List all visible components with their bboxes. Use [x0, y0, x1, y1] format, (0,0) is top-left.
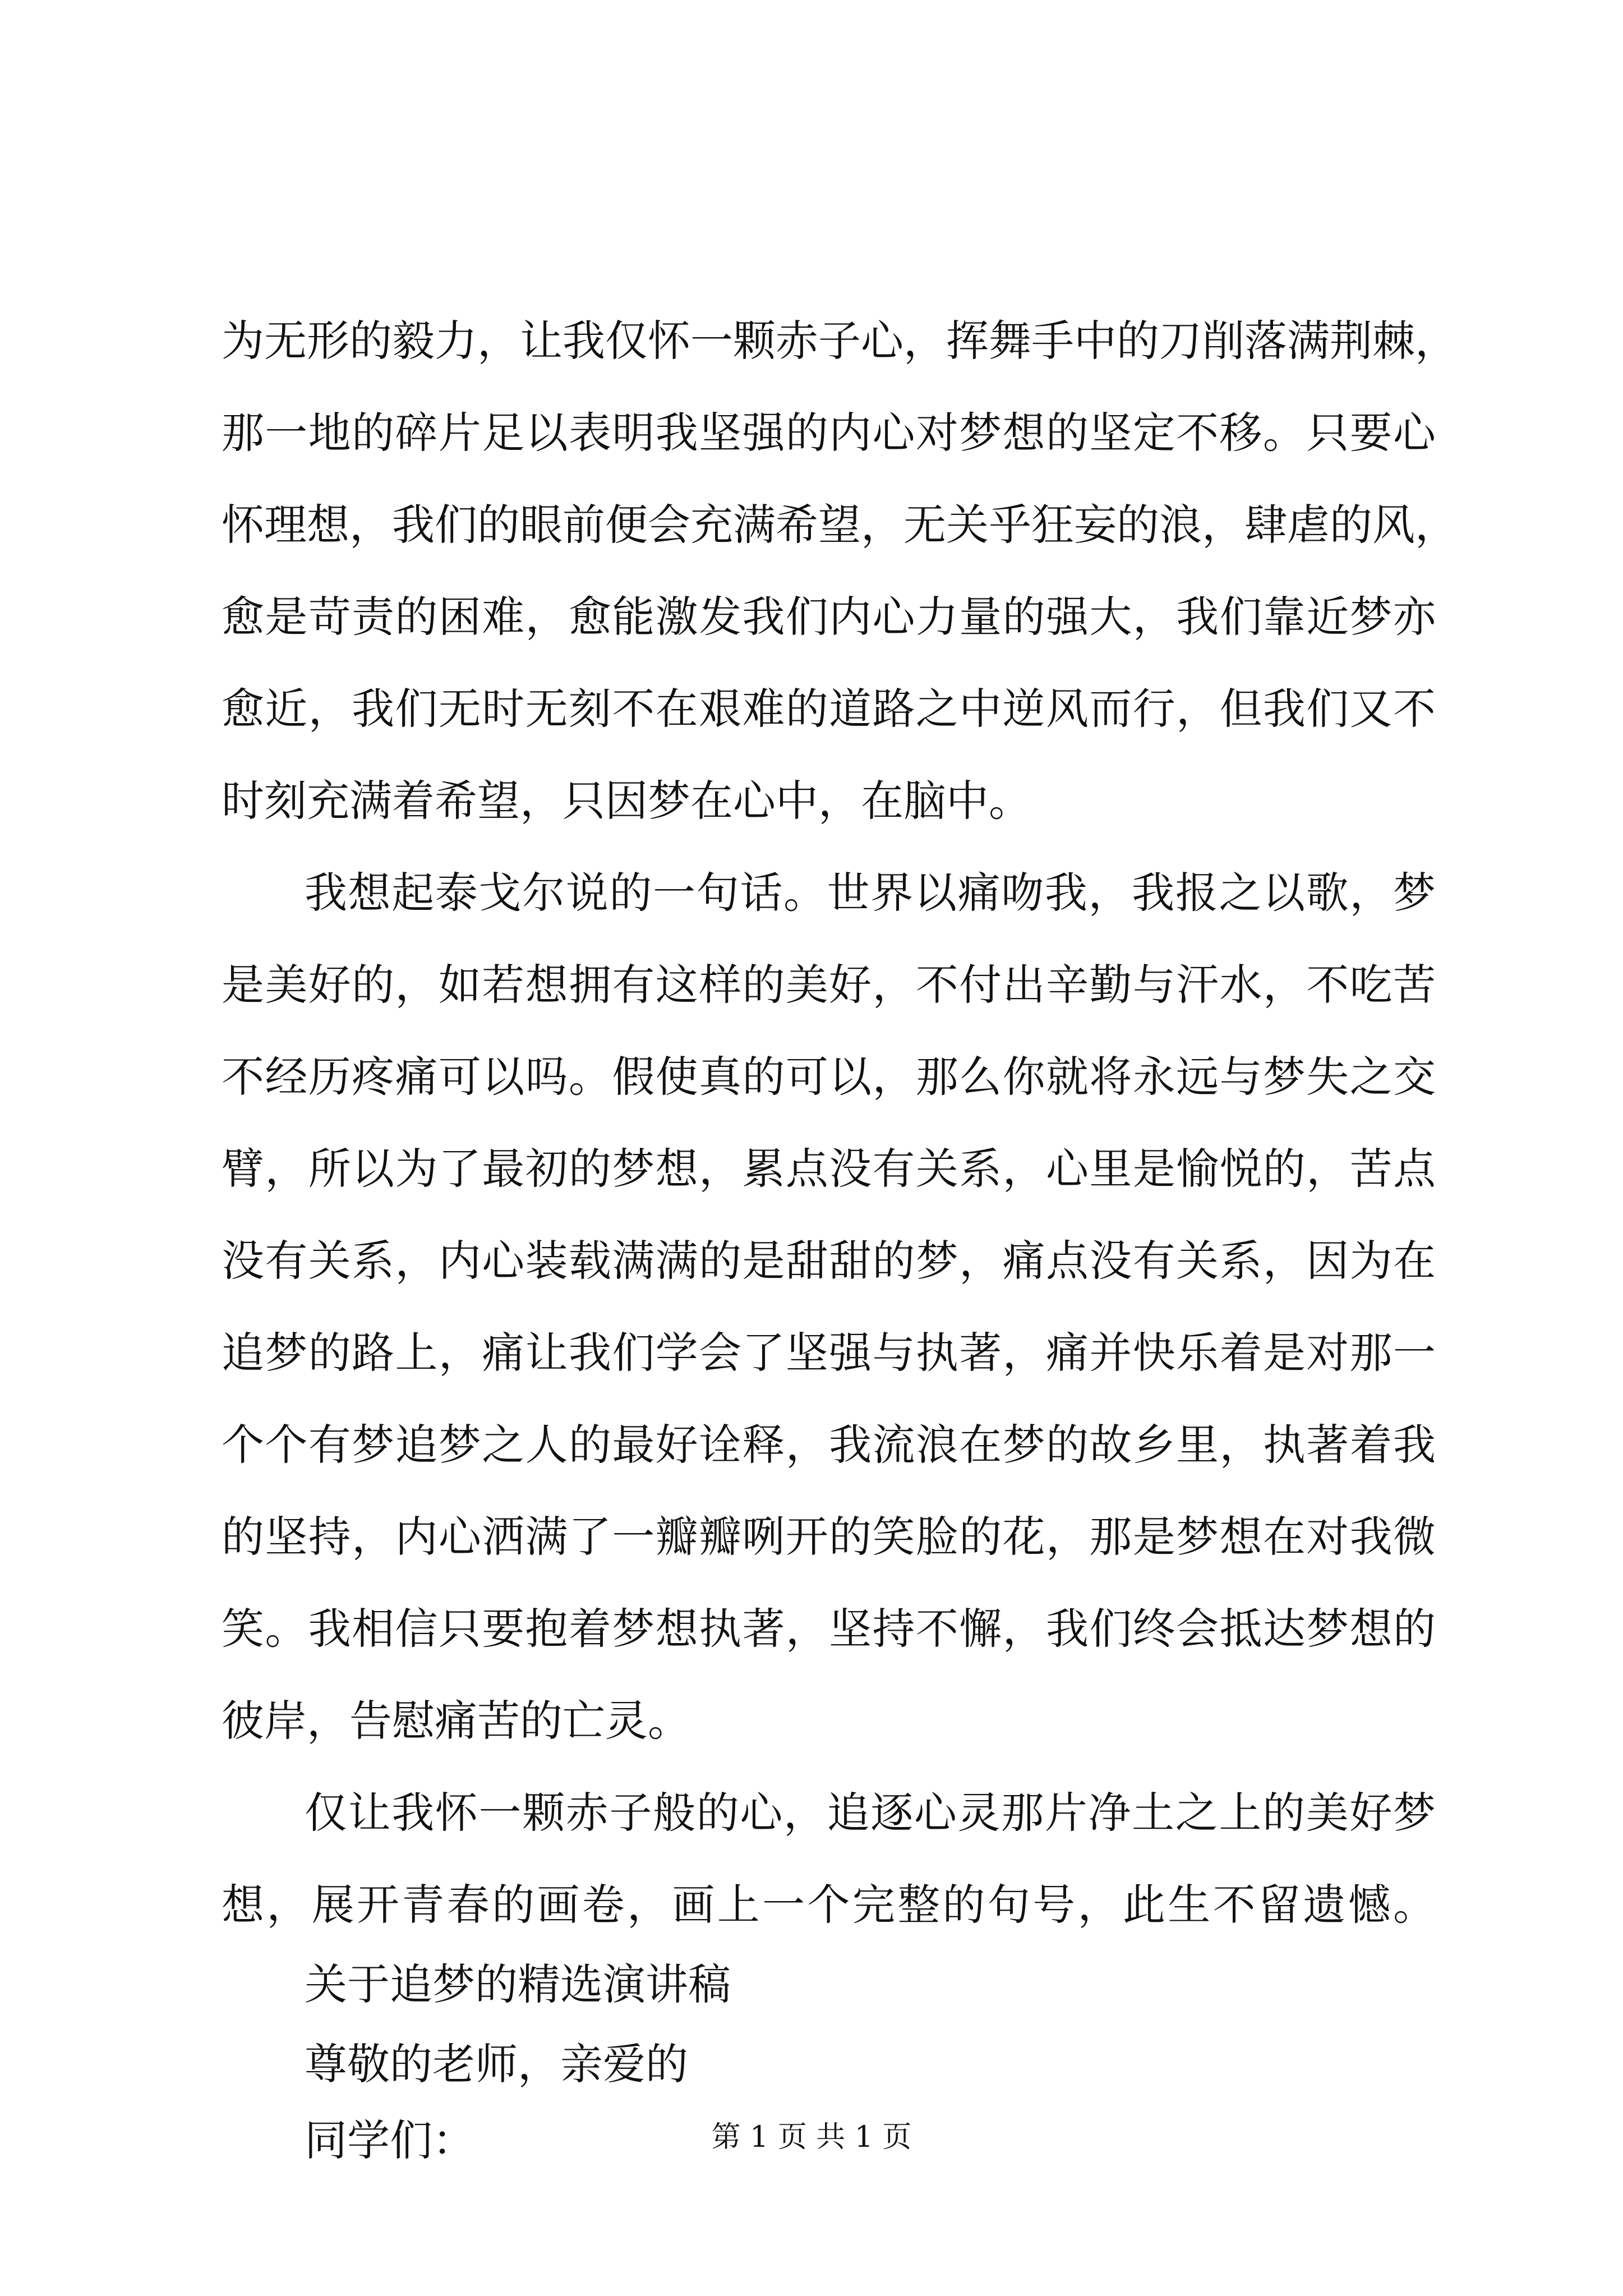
paragraph-2-line-9: 笑。我相信只要抱着梦想执著，坚持不懈，我们终会抵达梦想的	[222, 1604, 1436, 1654]
paragraph-2-line-4: 臂，所以为了最初的梦想，累点没有关系，心里是愉悦的，苦点	[222, 1144, 1436, 1194]
paragraph-2-line-2: 是美好的，如若想拥有这样的美好，不付出辛勤与汗水，不吃苦	[222, 960, 1436, 1010]
paragraph-1-line-3: 怀理想，我们的眼前便会充满希望，无关乎狂妄的浪，肆虐的风，	[222, 500, 1458, 550]
speech-title: 关于追梦的精选演讲稿	[305, 1959, 731, 2009]
paragraph-2-line-8: 的坚持，内心洒满了一瓣瓣咧开的笑脸的花，那是梦想在对我微	[222, 1512, 1436, 1562]
paragraph-2-line-6: 追梦的路上，痛让我们学会了坚强与执著，痛并快乐着是对那一	[222, 1328, 1436, 1378]
paragraph-1-line-2: 那一地的碎片足以表明我坚强的内心对梦想的坚定不移。只要心	[222, 408, 1436, 458]
salutation-line-1: 尊敬的老师，亲爱的	[305, 2039, 688, 2089]
paragraph-3-line-2: 想，展开青春的画卷，画上一个完整的句号，此生不留遗憾。	[222, 1880, 1436, 1930]
paragraph-2-line-7: 个个有梦追梦之人的最好诠释，我流浪在梦的故乡里，执著着我	[222, 1420, 1436, 1470]
paragraph-1-line-6: 时刻充满着希望，只因梦在心中，在脑中。	[222, 776, 1031, 826]
page-number-text: 第 1 页 共 1 页	[711, 2120, 912, 2154]
paragraph-1-line-1: 为无形的毅力，让我仅怀一颗赤子心，挥舞手中的刀削落满荆棘，	[222, 316, 1458, 366]
page-footer	[0, 2115, 1623, 2160]
paragraph-2-line-5: 没有关系，内心装载满满的是甜甜的梦，痛点没有关系，因为在	[222, 1236, 1436, 1286]
salutation-line-2: 同学们：	[305, 2115, 475, 2165]
paragraph-1-line-4: 愈是苛责的困难，愈能激发我们内心力量的强大，我们靠近梦亦	[222, 592, 1436, 642]
paragraph-2-line-3: 不经历疼痛可以吗。假使真的可以，那么你就将永远与梦失之交	[222, 1052, 1436, 1102]
paragraph-3-line-1: 仅让我怀一颗赤子般的心，追逐心灵那片净土之上的美好梦	[305, 1788, 1436, 1838]
paragraph-1-line-5: 愈近，我们无时无刻不在艰难的道路之中逆风而行，但我们又不	[222, 684, 1436, 734]
paragraph-2-line-1: 我想起泰戈尔说的一句话。世界以痛吻我，我报之以歌，梦	[305, 868, 1436, 918]
paragraph-2-line-10: 彼岸，告慰痛苦的亡灵。	[222, 1696, 690, 1746]
